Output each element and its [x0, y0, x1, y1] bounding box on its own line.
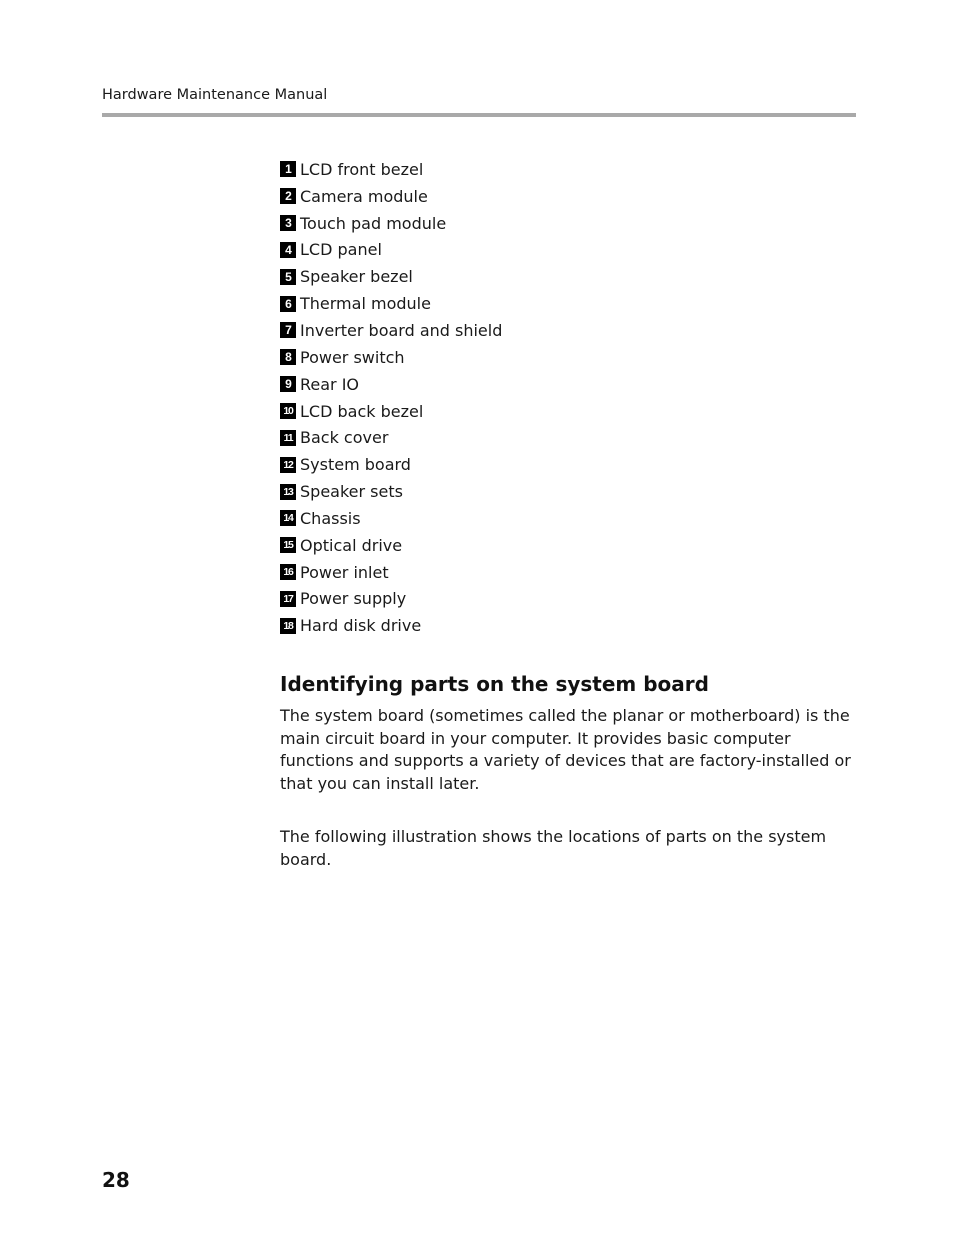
running-header: Hardware Maintenance Manual — [102, 87, 328, 103]
part-label: Speaker sets — [300, 482, 403, 502]
callout-number: 8 — [280, 349, 296, 365]
callout-number: 5 — [280, 269, 296, 285]
callout-number: 10 — [280, 403, 296, 419]
list-item — [280, 532, 502, 559]
callout-number: 6 — [280, 296, 296, 312]
part-label: Optical drive — [300, 535, 403, 555]
part-label: Hard disk drive — [300, 616, 422, 636]
list-item — [280, 290, 502, 317]
part-label: Touch pad module — [300, 213, 447, 233]
list-item — [280, 210, 502, 237]
callout-number: 11 — [280, 430, 296, 446]
part-label: LCD front bezel — [300, 159, 424, 179]
callout-number: 15 — [280, 537, 296, 553]
callout-number: 13 — [280, 484, 296, 500]
list-item — [280, 612, 502, 639]
list-item — [280, 344, 502, 371]
part-label: Chassis — [300, 508, 361, 528]
part-label: Back cover — [300, 428, 389, 448]
list-item — [280, 398, 502, 425]
callout-number: 9 — [280, 376, 296, 392]
section-heading: Identifying parts on the system board — [280, 672, 709, 696]
part-label: LCD back bezel — [300, 401, 424, 421]
callout-number: 18 — [280, 618, 296, 634]
page-number: 28 — [102, 1168, 130, 1192]
callout-number: 17 — [280, 591, 296, 607]
body-paragraph: The system board (sometimes called the planar or motherboard) is the main circuit board in your computer. It provides basic computer functions and supports a variety of devices that are factory-installed or that you can install later. — [280, 706, 851, 793]
part-label: Inverter board and shield — [300, 320, 503, 340]
list-item — [280, 424, 502, 451]
body-paragraph: The following illustration shows the locations of parts on the system board. — [280, 827, 827, 869]
header-rule — [102, 113, 856, 117]
list-item — [280, 586, 502, 613]
callout-number: 7 — [280, 322, 296, 338]
part-label: Power inlet — [300, 562, 389, 582]
callout-number: 14 — [280, 510, 296, 526]
part-label: Camera module — [300, 186, 428, 206]
part-label: Rear IO — [300, 374, 360, 394]
callout-number: 16 — [280, 564, 296, 580]
part-label: Speaker bezel — [300, 267, 413, 287]
part-label: Thermal module — [300, 294, 431, 314]
callout-number: 4 — [280, 242, 296, 258]
list-item — [280, 317, 502, 344]
list-item — [280, 371, 502, 398]
callout-number: 12 — [280, 457, 296, 473]
callout-number: 1 — [280, 161, 296, 177]
part-label: Power switch — [300, 347, 405, 367]
list-item — [280, 451, 502, 478]
part-label: Power supply — [300, 589, 407, 609]
callout-number: 3 — [280, 215, 296, 231]
list-item — [280, 505, 502, 532]
list-item — [280, 156, 502, 183]
list-item — [280, 478, 502, 505]
parts-list — [280, 156, 502, 639]
list-item — [280, 559, 502, 586]
part-label: LCD panel — [300, 240, 382, 260]
list-item — [280, 263, 502, 290]
list-item — [280, 183, 502, 210]
callout-number: 2 — [280, 188, 296, 204]
part-label: System board — [300, 455, 411, 475]
list-item — [280, 237, 502, 264]
